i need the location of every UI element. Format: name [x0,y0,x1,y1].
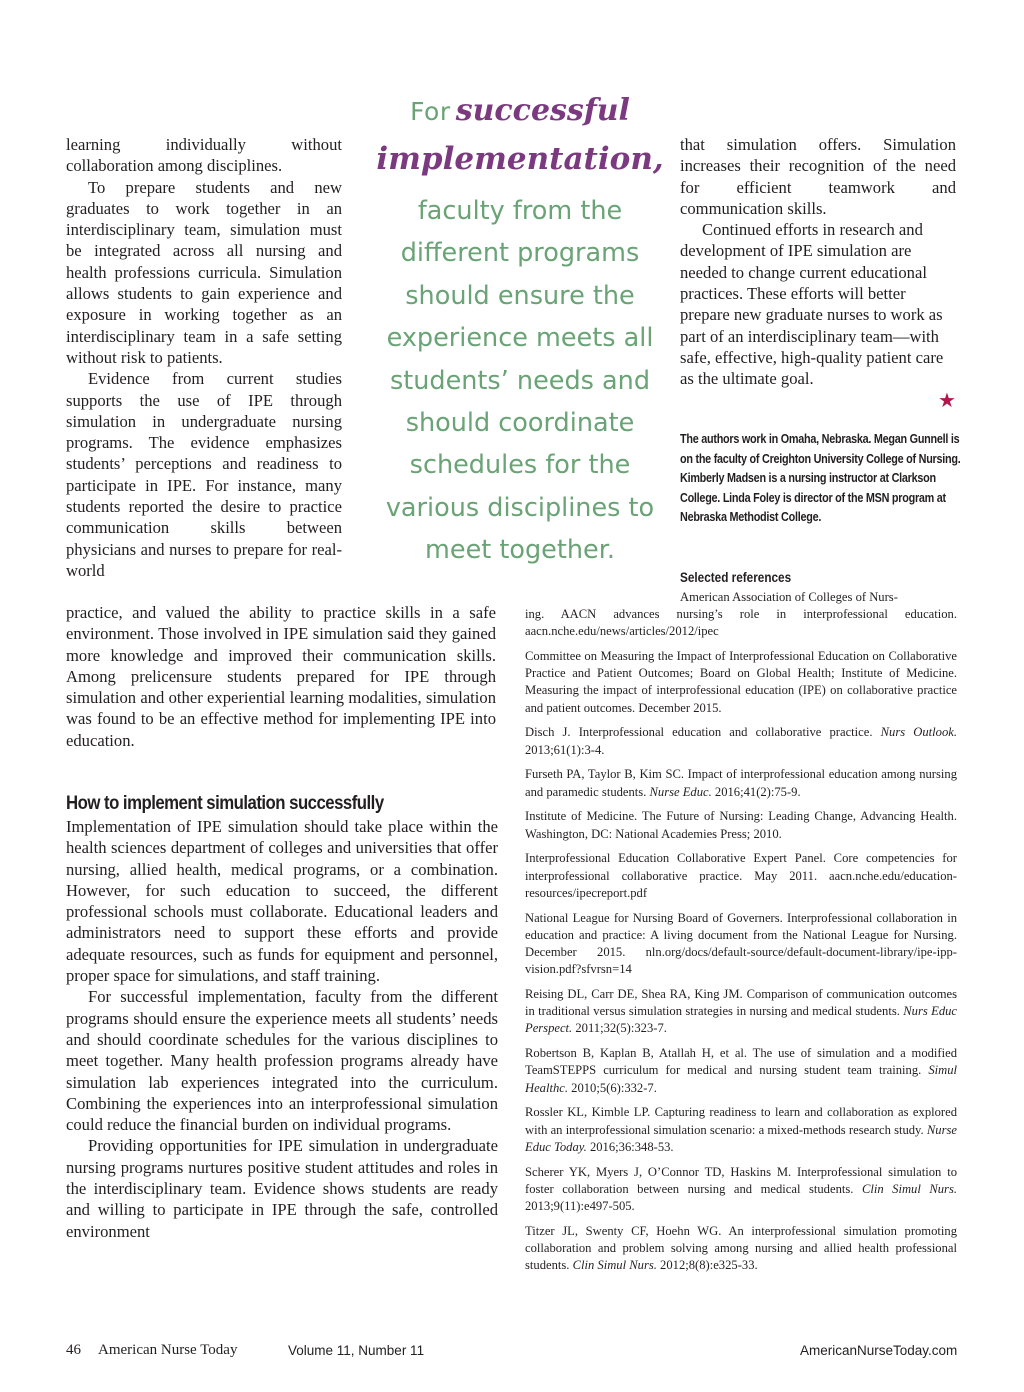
ref-text: Scherer YK, Myers J, O’Connor TD, Haskins M. Interprofessional simulation to foster collaboration between nursing and medical students. [525,1164,957,1196]
closing-paragraph: Continued efforts in research and development of IPE simulation are needed to change current educational practices. These efforts will better prepare new graduate nurses to work as part of an interdisciplinary team—with safe, effective, high-quality patient care as the ultimate goal. [680,220,944,389]
pull-quote-comma: , [652,141,664,177]
pull-quote-line: different programs [400,238,640,269]
reference-item: Committee on Measuring the Impact of Interprofessional Education on Collaborative Practice and Patient Outcomes; Board on Global Health; Institute of Medicine. Measuring the impact of interprofessional education (IPE) on collaborative practice and patient outcomes. December 2015. [525,649,957,715]
ref-journal: Clin Simul Nurs. [572,1258,657,1273]
ref-journal: Simul Healthc. [525,1063,957,1095]
ref-text: Rossler KL, Kimble LP. Capturing readiness to learn and collaboration as explored with an interprofessional simulation scenario: a mixed-methods research study. [525,1105,957,1137]
reference-item [525,766,957,800]
references-heading: Selected references [680,569,792,585]
body-paragraph: Evidence from current studies supports the use of IPE through simulation in undergraduate nursing programs. The evidence emphasizes students’ perceptions and readiness to participate in IPE. For instance, many students reported the desire to practice communication skills between physicians and nurses to prepare for real-world [66,369,342,580]
left-column-upper [66,134,342,581]
reference-item [525,1045,957,1097]
right-column [680,134,956,390]
pull-quote-line: students’ needs and [389,365,651,396]
body-paragraph: that simulation offers. Simulation increases their recognition of the need for efficient teamwork and communication skills. [680,135,956,218]
reference-item: National League for Nursing Board of Governers. Interprofessional collaboration in education and practice: A living document from the National League for Nursing. December 2015. nln.org/docs/default-source/default-document-library/ipe-ipp-vision.pdf?sfvrsn=14 [525,910,957,977]
ref-journal: Nurse Educ. [649,784,712,799]
body-paragraph: For successful implementation, faculty from the different programs should ensure the experience meets all students’ needs and should coordinate schedules for the various disciplines to meet together. Many health profession programs already have simulation lab experiences integrated into the curriculum. Combining the experiences into an interprofessional simulation could reduce the financial burden on individual programs. [66,987,498,1135]
end-star-icon: ★ [938,390,956,412]
ref-text: Titzer JL, Swenty CF, Hoehn WG. An interprofessional simulation promoting collaboration and problem solving among nursing and allied health professional students. [525,1223,957,1273]
references-list [525,606,957,1282]
ref-text: Robertson B, Kaplan B, Atallah H, et al. The use of simulation and a modified TeamSTEPPS curriculum for medical and nursing student team training. [525,1046,957,1078]
reference-first-line: American Association of Colleges of Nurs- [680,590,898,604]
ref-text: 2011;32(5):323-7. [572,1021,667,1036]
pull-quote-line: faculty from the [417,196,623,226]
ref-text: 2013;61(1):3-4. [525,742,605,757]
reference-item: Institute of Medicine. The Future of Nursing: Leading Change, Advancing Health. Washington, DC: National Academies Press; 2010. [525,809,957,841]
ref-text: 2016;41(2):75-9. [711,784,801,799]
section-heading: How to implement simulation successfully [66,792,384,814]
page-number: 46 [66,1342,81,1358]
ref-text: 2013;9(11):e497-505. [525,1199,635,1214]
ref-text: Reising DL, Carr DE, Shea RA, King JM. Comparison of communication outcomes in traditional versus simulation strategies in nursing and medical students. [525,987,957,1019]
pull-quote-script-word: implementation [376,141,653,177]
pull-quote-line: schedules for the [409,450,631,481]
ref-text: 2012;8(8):e325-33. [656,1258,758,1273]
body-paragraph: To prepare students and new graduates to work together in an interdisciplinary team, simulation must be integrated across all nursing and health professions curricula. Simulation allows students to gain experience and exposure in working together as an interdisciplinary team in a safe setting without risk to patients. [66,177,342,367]
pull-quote-lines [370,190,670,572]
pull-quote-line: experience meets all [386,323,654,354]
ref-journal: Nurse Educ Today. [525,1122,957,1154]
left-column-wide [66,602,496,751]
reference-item [525,986,957,1038]
reference-item [525,1223,957,1275]
section-body [66,816,498,1242]
ref-text: 2010;5(6):332-7. [568,1080,657,1095]
reference-item [525,724,957,758]
pull-quote-line: meet together. [425,535,615,566]
pull-quote-line: should coordinate [405,408,635,439]
body-paragraph [680,219,956,389]
ref-journal: Clin Simul Nurs. [861,1181,957,1196]
pull-quote-for: For [410,97,451,126]
pull-quote-line: various disciplines to [385,492,655,523]
pull-quote [370,86,670,572]
ref-text: 2016;36:348-53. [586,1139,674,1154]
ref-text: Furseth PA, Taylor B, Kim SC. Impact of interprofessional education among nursing and paramedic students. [525,767,957,799]
reference-item [525,1104,957,1156]
body-paragraph: practice, and valued the ability to practice skills in a safe environment. Those involved in IPE simulation said they gained more knowledge and improved their communication skills. Among prelicensure students prepared for IPE through simulation and other experiential learning modalities, simulation was found to be an effective method for implementing IPE into education. [66,603,496,750]
pull-quote-script-word: successful [455,93,630,128]
magazine-name: American Nurse Today [98,1342,238,1358]
website-link[interactable]: AmericanNurseToday.com [800,1343,958,1358]
reference-item: ing. AACN advances nursing’s role in interprofessional education. aacn.nche.edu/news/articles/2012/ipec [525,607,957,639]
pull-quote-line: should ensure the [405,280,635,311]
ref-text: Disch J. Interprofessional education and collaborative practice. [525,725,881,740]
reference-item [525,1164,957,1216]
body-paragraph: Implementation of IPE simulation should take place within the health sciences department of colleges and universities that offer nursing, allied health, medical programs, or a combination. However, for such education to succeed, the different professional schools must collaborate. Educational leaders and administrators need to support these efforts and provide adequate resources, such as funds for equipment and personnel, proper space for simulations, and staff training. [66,817,498,986]
issue-volume: Volume 11, Number 11 [288,1343,425,1358]
reference-item: Interprofessional Education Collaborative Expert Panel. Core competencies for interprofessional collaborative practice. May 2011. aacn.nche.edu/education-resources/ipecreport.pdf [525,851,957,900]
body-paragraph: learning individually without collaboration among disciplines. [66,135,342,176]
ref-journal: Nurs Outlook. [880,725,958,740]
author-note: The authors work in Omaha, Nebraska. Megan Gunnell is on the faculty of Creighton University College of Nursing. Kimberly Madsen is a nursing instructor at Clarkson College. Linda Foley is director of the MSN program at Nebraska Methodist College. [680,432,961,525]
ref-journal: Nurs Educ Perspect. [525,1004,957,1036]
body-paragraph: Providing opportunities for IPE simulation in undergraduate nursing programs nurtures positive student attitudes and roles in the interdisciplinary team. Evidence shows students are ready and willing to participate in IPE through the safe, controlled environment [66,1136,498,1241]
